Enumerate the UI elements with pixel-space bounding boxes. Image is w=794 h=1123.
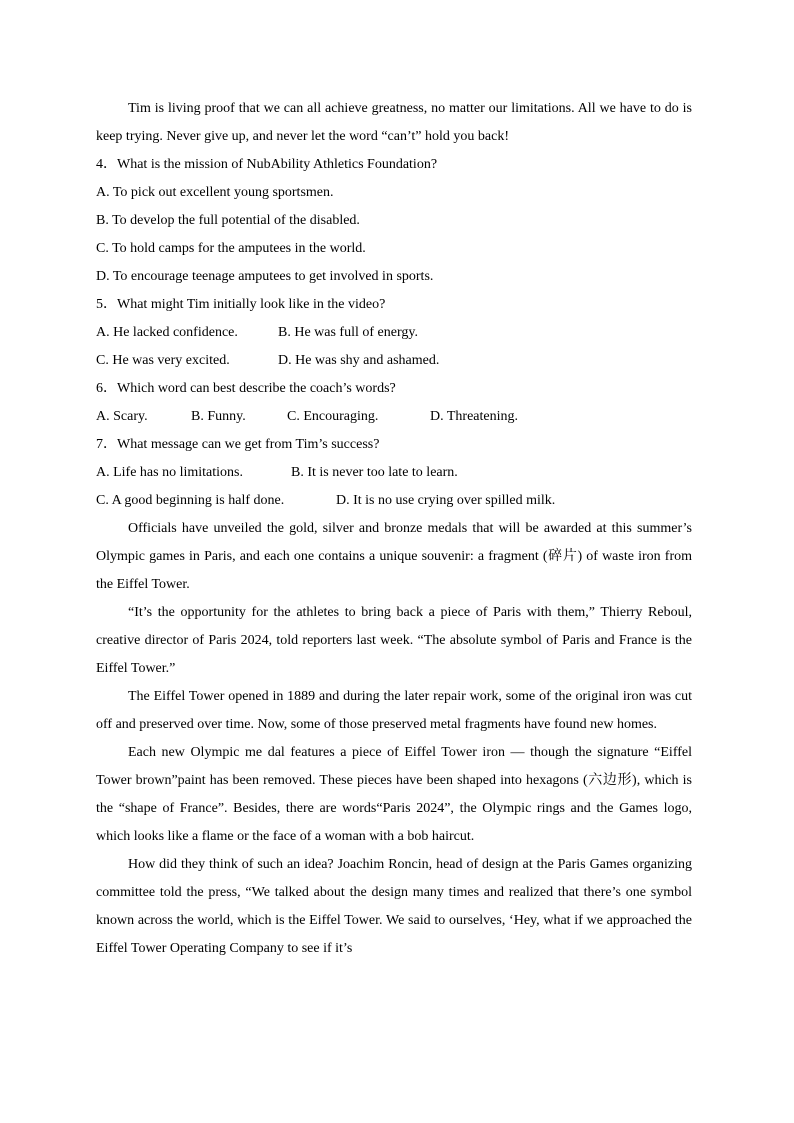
question-number: 6． — [96, 381, 117, 396]
question-number: 5． — [96, 297, 117, 312]
question-number: 7． — [96, 437, 117, 452]
passage-b-paragraph-5: How did they think of such an idea? Joachim Roncin, head of design at the Paris Games organizing committee told the press, “We talked about the design many times and realized that there’s one symbol known across the world, which is the Eiffel Tower. We said to ourselves, ‘Hey, what if we approached the Eiffel Tower Operating Company to see if it’s — [96, 857, 692, 956]
option-d: D. It is no use crying over spilled milk. — [336, 493, 556, 508]
question-text: What is the mission of NubAbility Athletics Foundation? — [117, 157, 438, 172]
question-4 — [96, 151, 692, 179]
option-d: D. To encourage teenage amputees to get involved in sports. — [96, 269, 434, 284]
question-4-options — [96, 179, 692, 291]
option-a: A. He lacked confidence. — [96, 325, 238, 340]
option-d: D. Threatening. — [430, 409, 518, 424]
option-b: B. He was full of energy. — [278, 325, 418, 340]
option-b: B. To develop the full potential of the disabled. — [96, 213, 360, 228]
passage-b-paragraph-1: Officials have unveiled the gold, silver and bronze medals that will be awarded at this summer’s Olympic games in Paris, and each one contains a unique souvenir: a fragment (碎片) of waste iron from the Eiffel Tower. — [96, 521, 692, 592]
passage-a-closing-paragraph: Tim is living proof that we can all achieve greatness, no matter our limitations. All we have to do is keep trying. Never give up, and never let the word “can’t” hold you back! — [96, 101, 692, 144]
option-d: D. He was shy and ashamed. — [278, 353, 440, 368]
option-b: B. It is never too late to learn. — [291, 465, 458, 480]
question-6-options — [96, 403, 692, 431]
option-c: C. A good beginning is half done. — [96, 493, 285, 508]
question-7 — [96, 431, 692, 459]
passage-b-paragraph-4: Each new Olympic me dal features a piece of Eiffel Tower iron — though the signature “Eiffel Tower brown”paint has been removed. These pieces have been shaped into hexagons (六边形), which is the “shape of France”. Besides, there are words“Paris 2024”, the Olympic rings and the Games logo, which looks like a flame or the face of a woman with a bob haircut. — [96, 745, 692, 844]
question-text: Which word can best describe the coach’s words? — [117, 381, 396, 396]
option-a: A. Life has no limitations. — [96, 465, 243, 480]
question-number: 4． — [96, 157, 117, 172]
option-b: B. Funny. — [191, 409, 246, 424]
question-7-options-row-1 — [96, 459, 692, 487]
option-c: C. Encouraging. — [287, 409, 379, 424]
question-5-options-row-1 — [96, 319, 692, 347]
option-c: C. He was very excited. — [96, 353, 230, 368]
question-6 — [96, 375, 692, 403]
question-7-options-row-2 — [96, 487, 692, 515]
question-text: What message can we get from Tim’s success? — [117, 437, 380, 452]
question-5 — [96, 291, 692, 319]
option-a: A. To pick out excellent young sportsmen. — [96, 185, 334, 200]
question-5-options-row-2 — [96, 347, 692, 375]
passage-b-paragraph-2: “It’s the opportunity for the athletes to bring back a piece of Paris with them,” Thierry Reboul, creative director of Paris 2024, told reporters last week. “The absolute symbol of Paris and France is the Eiffel Tower.” — [96, 605, 692, 676]
document-body — [96, 95, 692, 963]
option-c: C. To hold camps for the amputees in the world. — [96, 241, 366, 256]
question-text: What might Tim initially look like in the video? — [117, 297, 386, 312]
passage-b-paragraph-3: The Eiffel Tower opened in 1889 and during the later repair work, some of the original iron was cut off and preserved over time. Now, some of those preserved metal fragments have found new homes. — [96, 689, 692, 732]
option-a: A. Scary. — [96, 409, 148, 424]
